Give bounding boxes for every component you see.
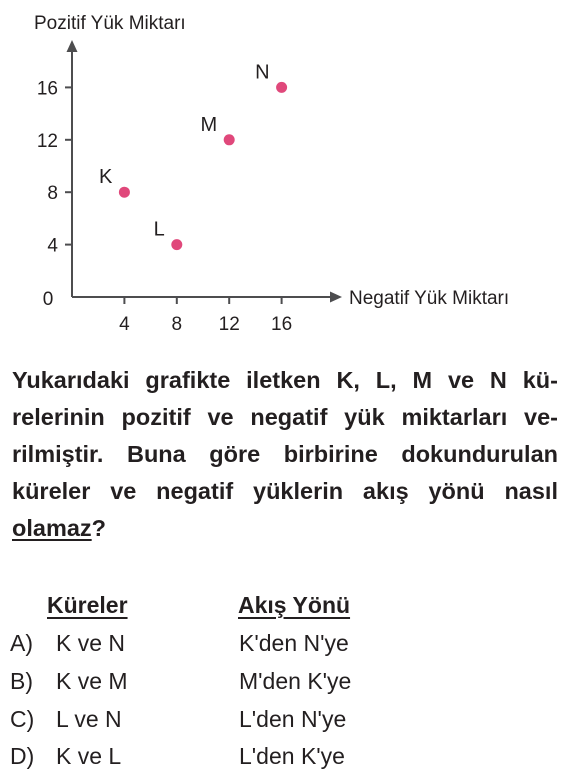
option-spheres: K ve L bbox=[56, 743, 122, 769]
option-letter: C) bbox=[10, 706, 35, 732]
y-tick-label: 8 bbox=[47, 183, 58, 205]
option-b[interactable] bbox=[0, 668, 569, 704]
data-point-l bbox=[171, 239, 182, 250]
header-spheres: Küreler bbox=[47, 592, 128, 618]
y-axis-arrow bbox=[67, 40, 78, 52]
y-tick-label: 12 bbox=[36, 130, 58, 152]
question-line: Yukarıdaki grafikte iletken K, L, M ve N kü- bbox=[12, 367, 558, 393]
x-tick-label: 16 bbox=[271, 314, 293, 335]
point-label-l: L bbox=[153, 218, 165, 241]
data-point-k bbox=[119, 187, 130, 198]
data-point-n bbox=[276, 82, 287, 93]
option-spheres: L ve N bbox=[56, 706, 122, 732]
question-line bbox=[12, 510, 558, 547]
y-tick-label: 4 bbox=[47, 235, 58, 257]
question-line: küreler ve negatif yüklerin akış yönü nasıl bbox=[12, 478, 558, 504]
chart-points bbox=[99, 61, 287, 250]
question-emphasis: olamaz bbox=[12, 515, 92, 541]
option-a[interactable] bbox=[0, 630, 569, 666]
question-mark: ? bbox=[91, 515, 107, 541]
data-point-m bbox=[224, 134, 235, 145]
charge-scatter-chart bbox=[0, 0, 569, 340]
question-text bbox=[12, 362, 558, 547]
option-letter: A) bbox=[10, 630, 33, 656]
option-direction: L'den K'ye bbox=[239, 743, 345, 769]
option-spheres: K ve N bbox=[56, 630, 126, 656]
point-label-n: N bbox=[255, 61, 270, 84]
question-line: rilmiştir. Buna göre birbirine dokundurulan bbox=[12, 441, 558, 467]
option-direction: M'den K'ye bbox=[239, 668, 352, 694]
x-tick-label: 12 bbox=[218, 314, 240, 335]
y-tick-label: 16 bbox=[36, 78, 58, 100]
option-spheres: K ve M bbox=[56, 668, 128, 694]
option-direction: K'den N'ye bbox=[239, 630, 349, 656]
option-d[interactable] bbox=[0, 743, 569, 779]
question-line: relerinin pozitif ve negatif yük miktarları ve- bbox=[12, 404, 558, 430]
option-c[interactable] bbox=[0, 706, 569, 742]
y-axis-label: Pozitif Yük Miktarı bbox=[34, 13, 186, 34]
x-axis-arrow bbox=[330, 292, 342, 303]
origin-label: 0 bbox=[42, 289, 54, 310]
x-tick-label: 8 bbox=[171, 314, 183, 335]
point-label-m: M bbox=[200, 113, 218, 136]
x-axis-label: Negatif Yük Miktarı bbox=[349, 288, 510, 309]
x-tick-label: 4 bbox=[119, 314, 130, 335]
point-label-k: K bbox=[99, 166, 113, 189]
option-letter: D) bbox=[10, 743, 35, 769]
option-direction: L'den N'ye bbox=[239, 706, 347, 732]
header-direction: Akış Yönü bbox=[238, 592, 351, 618]
option-letter: B) bbox=[10, 668, 33, 694]
